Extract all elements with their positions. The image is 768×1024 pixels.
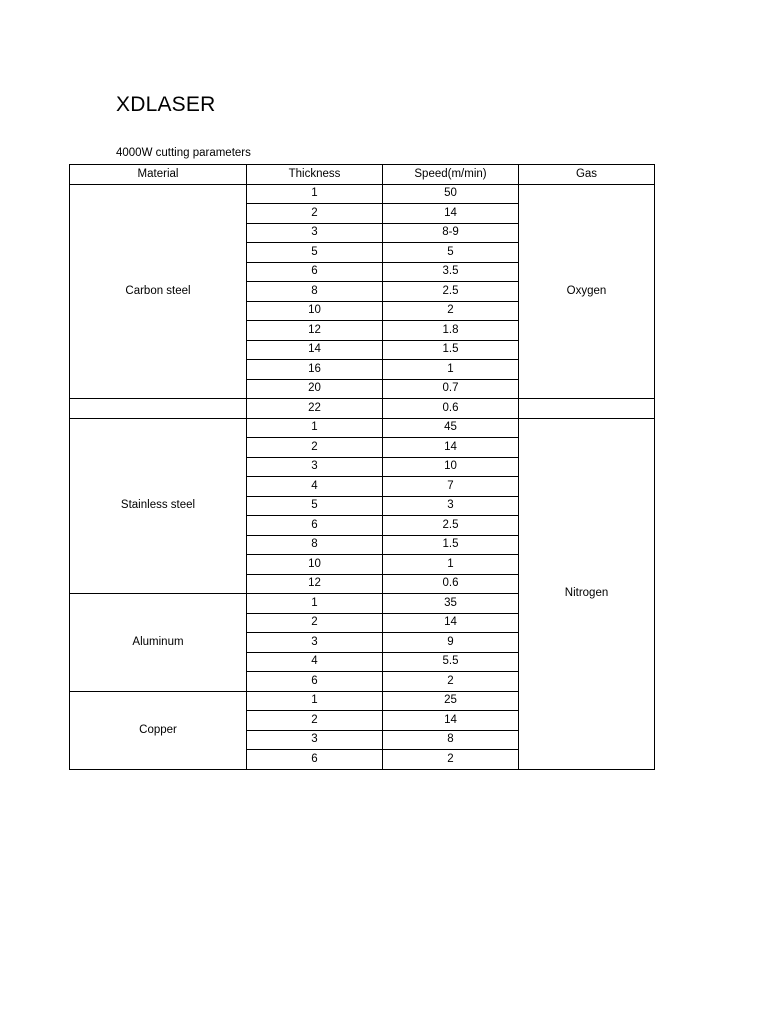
thickness-cell: 20 (247, 379, 383, 399)
thickness-cell: 5 (247, 496, 383, 516)
thickness-cell: 2 (247, 204, 383, 224)
table-row (70, 418, 655, 438)
speed-cell: 1.5 (383, 535, 519, 555)
thickness-cell: 14 (247, 340, 383, 360)
speed-cell: 25 (383, 691, 519, 711)
table-row (70, 184, 655, 204)
gas-cell: Nitrogen (519, 418, 655, 769)
header-gas: Gas (519, 165, 655, 185)
speed-cell: 2 (383, 301, 519, 321)
speed-cell: 0.7 (383, 379, 519, 399)
speed-cell: 1.8 (383, 321, 519, 341)
header-thickness: Thickness (247, 165, 383, 185)
table-caption: 4000W cutting parameters (116, 147, 251, 159)
thickness-cell: 1 (247, 184, 383, 204)
table-row (70, 399, 655, 419)
speed-cell: 1.5 (383, 340, 519, 360)
speed-cell: 5.5 (383, 652, 519, 672)
speed-cell: 50 (383, 184, 519, 204)
material-cell: Copper (70, 691, 247, 769)
thickness-cell: 3 (247, 730, 383, 750)
header-material: Material (70, 165, 247, 185)
speed-cell: 14 (383, 711, 519, 731)
thickness-cell: 3 (247, 457, 383, 477)
thickness-cell: 6 (247, 750, 383, 770)
table-header-row (70, 165, 655, 185)
thickness-cell: 6 (247, 516, 383, 536)
gas-cell (519, 399, 655, 419)
speed-cell: 35 (383, 594, 519, 614)
thickness-cell: 22 (247, 399, 383, 419)
material-cell: Carbon steel (70, 184, 247, 399)
header-speed: Speed(m/min) (383, 165, 519, 185)
speed-cell: 2.5 (383, 282, 519, 302)
speed-cell: 7 (383, 477, 519, 497)
speed-cell: 1 (383, 555, 519, 575)
material-cell (70, 399, 247, 419)
material-cell: Aluminum (70, 594, 247, 692)
page-title: XDLASER (116, 93, 216, 116)
speed-cell: 2 (383, 750, 519, 770)
thickness-cell: 6 (247, 672, 383, 692)
speed-cell: 3 (383, 496, 519, 516)
speed-cell: 2.5 (383, 516, 519, 536)
thickness-cell: 8 (247, 282, 383, 302)
material-cell: Stainless steel (70, 418, 247, 594)
speed-cell: 9 (383, 633, 519, 653)
thickness-cell: 2 (247, 438, 383, 458)
thickness-cell: 2 (247, 613, 383, 633)
speed-cell: 1 (383, 360, 519, 380)
speed-cell: 14 (383, 438, 519, 458)
thickness-cell: 2 (247, 711, 383, 731)
thickness-cell: 12 (247, 321, 383, 341)
thickness-cell: 8 (247, 535, 383, 555)
speed-cell: 5 (383, 243, 519, 263)
thickness-cell: 10 (247, 301, 383, 321)
gas-cell: Oxygen (519, 184, 655, 399)
cutting-parameters-table (69, 164, 655, 770)
thickness-cell: 1 (247, 594, 383, 614)
thickness-cell: 4 (247, 652, 383, 672)
speed-cell: 14 (383, 613, 519, 633)
speed-cell: 2 (383, 672, 519, 692)
speed-cell: 3.5 (383, 262, 519, 282)
speed-cell: 0.6 (383, 399, 519, 419)
speed-cell: 0.6 (383, 574, 519, 594)
thickness-cell: 16 (247, 360, 383, 380)
thickness-cell: 1 (247, 691, 383, 711)
thickness-cell: 5 (247, 243, 383, 263)
thickness-cell: 1 (247, 418, 383, 438)
speed-cell: 45 (383, 418, 519, 438)
speed-cell: 8-9 (383, 223, 519, 243)
speed-cell: 10 (383, 457, 519, 477)
thickness-cell: 3 (247, 633, 383, 653)
thickness-cell: 6 (247, 262, 383, 282)
speed-cell: 14 (383, 204, 519, 224)
thickness-cell: 10 (247, 555, 383, 575)
speed-cell: 8 (383, 730, 519, 750)
thickness-cell: 12 (247, 574, 383, 594)
thickness-cell: 3 (247, 223, 383, 243)
thickness-cell: 4 (247, 477, 383, 497)
table-body (70, 184, 655, 769)
